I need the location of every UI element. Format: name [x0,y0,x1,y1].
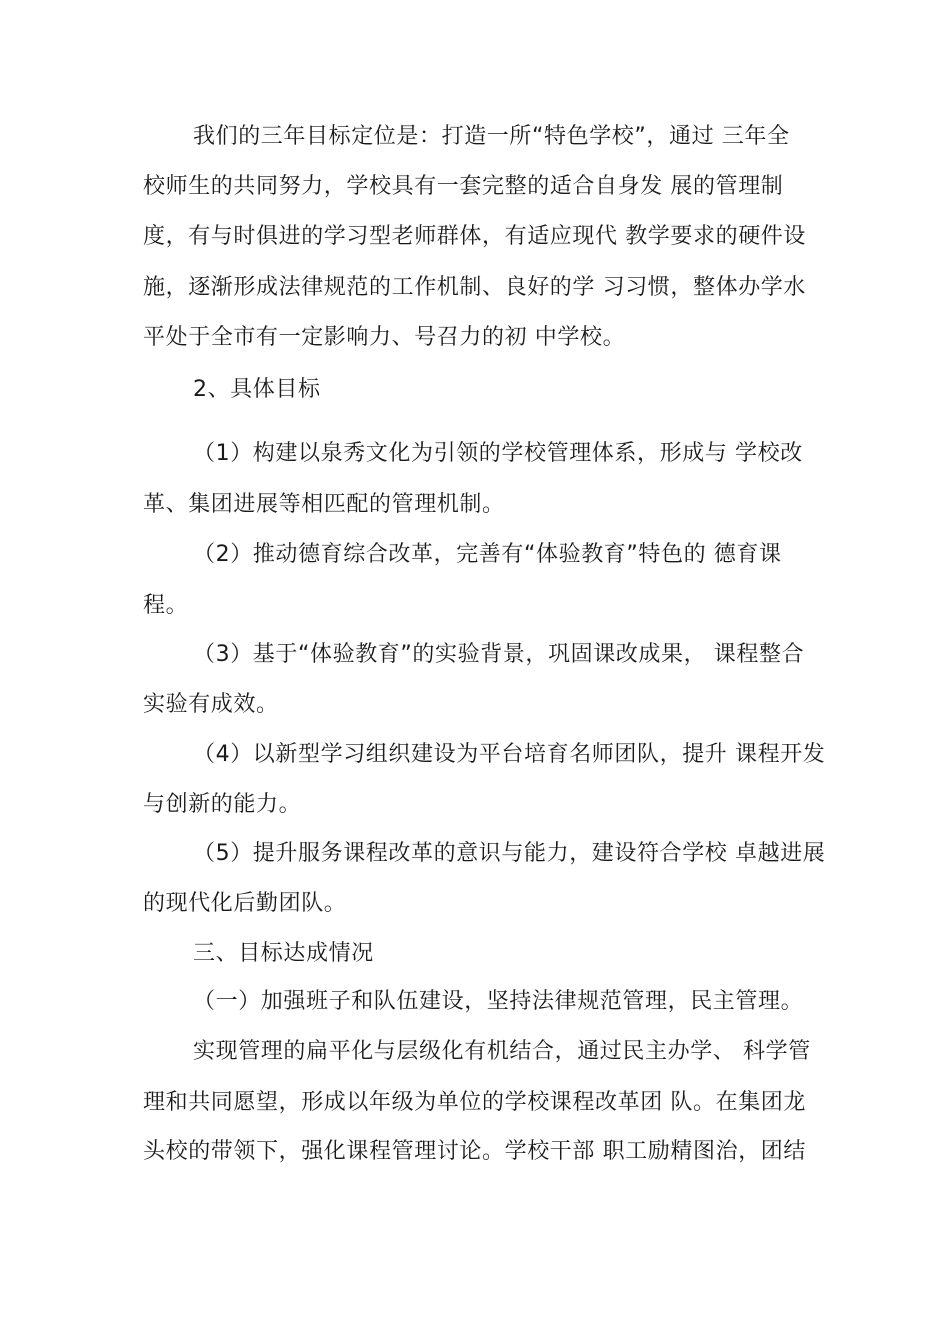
text-line: 革、集团进展等相匹配的管理机制。 [143,492,505,517]
text-line: （3）基于“体验教育”的实验背景，巩固课改成果， 课程整合 [193,642,805,667]
section-heading: 2、具体目标 [193,377,321,402]
text-line: （4）以新型学习组织建设为平台培育名师团队，提升 课程开发 [193,742,826,767]
text-line: 我们的三年目标定位是：打造一所“特色学校”，通过 三年全 [193,124,790,149]
text-line: 施，逐渐形成法律规范的工作机制、良好的学 习习惯，整体办学水 [143,275,806,300]
text-line: 头校的带领下，强化课程管理讨论。学校干部 职工励精图治，团结 [143,1139,806,1164]
text-line: （1）构建以泉秀文化为引领的学校管理体系，形成与 学校改 [193,441,803,466]
text-line: 平处于全市有一定影响力、号召力的初 中学校。 [143,325,626,350]
text-line: 的现代化后勤团队。 [143,891,347,916]
text-line: （2）推动德育综合改革，完善有“体验教育”特色的 德育课 [193,542,782,567]
text-line: 校师生的共同努力，学校具有一套完整的适合自身发 展的管理制 [143,174,784,199]
text-line: 度，有与时俱进的学习型老师群体，有适应现代 教学要求的硬件设 [143,224,806,249]
text-line: 实验有成效。 [143,692,279,717]
text-line: 程。 [143,593,189,618]
text-line: （5）提升服务课程改革的意识与能力，建设符合学校 卓越进展 [193,841,826,866]
text-line: 实现管理的扁平化与层级化有机结合，通过民主办学、 科学管 [193,1039,811,1064]
text-line: 与创新的能力。 [143,792,302,817]
section-heading: 三、目标达成情况 [193,941,374,966]
text-line: 理和共同愿望，形成以年级为单位的学校课程改革团 队。在集团龙 [143,1090,806,1115]
subsection-heading: （一）加强班子和队伍建设，坚持法律规范管理，民主管理。 [193,989,804,1014]
